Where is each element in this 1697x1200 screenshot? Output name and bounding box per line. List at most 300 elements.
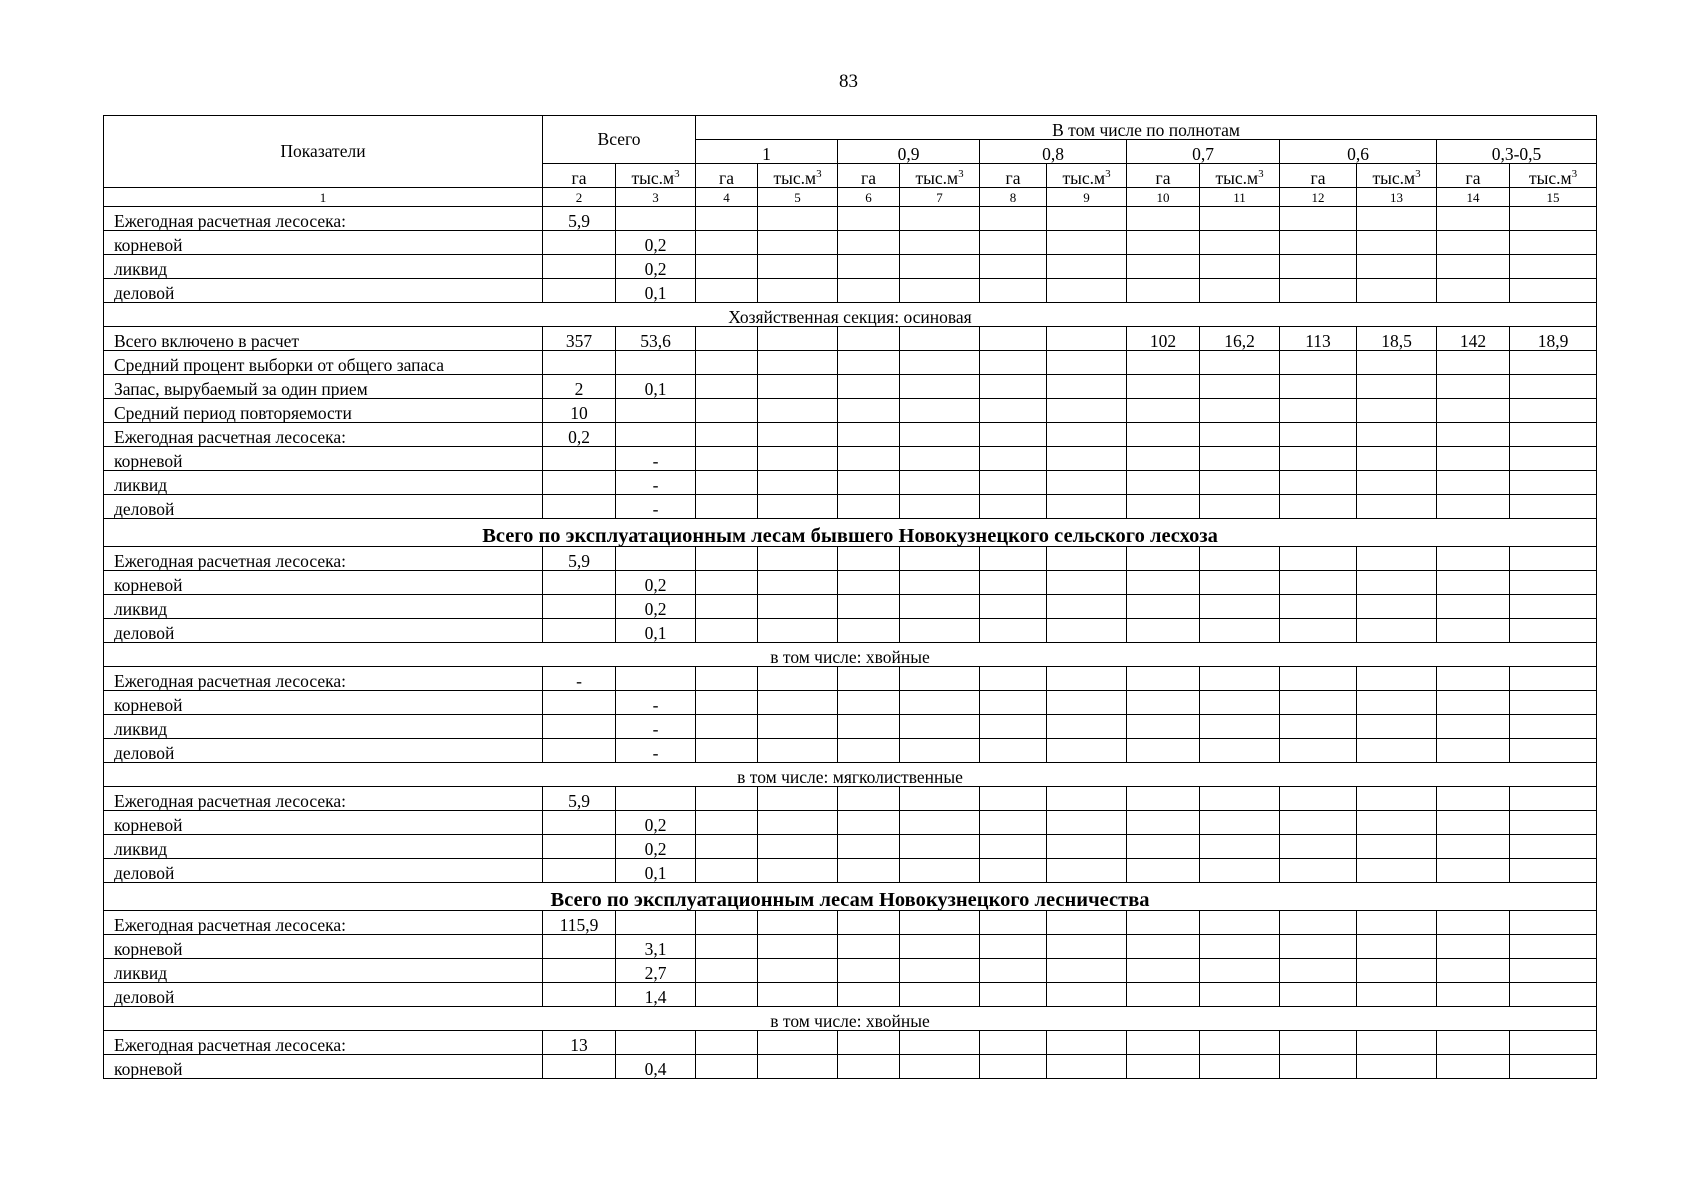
- table-cell: [1280, 447, 1357, 471]
- table-cell: [1510, 471, 1597, 495]
- table-cell: [1127, 715, 1200, 739]
- table-cell: [900, 547, 980, 571]
- table-cell: [696, 207, 758, 231]
- table-row: [104, 375, 1597, 399]
- table-cell: [1437, 279, 1510, 303]
- table-cell: [1127, 207, 1200, 231]
- table-cell: [1280, 351, 1357, 375]
- table-cell: [1357, 399, 1437, 423]
- table-cell: [616, 1031, 696, 1055]
- table-cell: [1127, 423, 1200, 447]
- table-cell: [980, 375, 1047, 399]
- table-cell: [1280, 619, 1357, 643]
- table-cell: [838, 811, 900, 835]
- section-total-row: [104, 883, 1597, 911]
- table-row: [104, 667, 1597, 691]
- table-cell: [696, 231, 758, 255]
- table-cell: [1200, 691, 1280, 715]
- table-row: [104, 207, 1597, 231]
- section-row: [104, 1007, 1597, 1031]
- table-cell: [1047, 715, 1127, 739]
- table-cell: [543, 715, 616, 739]
- table-cell: [696, 739, 758, 763]
- table-cell: [980, 327, 1047, 351]
- table-cell: [900, 859, 980, 883]
- table-cell: 5,9: [543, 787, 616, 811]
- unit-volume-exponent: 3: [674, 167, 680, 180]
- table-cell: [1437, 447, 1510, 471]
- table-cell: -: [616, 447, 696, 471]
- table-cell: [1510, 231, 1597, 255]
- table-cell: [1280, 739, 1357, 763]
- column-number: 5: [758, 188, 838, 207]
- table-cell: [1437, 423, 1510, 447]
- row-label: Ежегодная расчетная лесосека:: [104, 423, 543, 447]
- table-cell: 0,2: [616, 835, 696, 859]
- row-label: деловой: [104, 739, 543, 763]
- table-cell: [980, 667, 1047, 691]
- table-cell: [758, 739, 838, 763]
- table-cell: [1437, 231, 1510, 255]
- table-cell: [1047, 327, 1127, 351]
- table-row: [104, 1031, 1597, 1055]
- row-label: корневой: [104, 571, 543, 595]
- row-label: Ежегодная расчетная лесосека:: [104, 787, 543, 811]
- total-header: Всего: [543, 116, 696, 164]
- table-cell: 18,5: [1357, 327, 1437, 351]
- table-cell: [1437, 207, 1510, 231]
- table-cell: [1510, 935, 1597, 959]
- table-cell: [1510, 1031, 1597, 1055]
- table-cell: [900, 327, 980, 351]
- table-cell: [1510, 787, 1597, 811]
- table-cell: [1510, 983, 1597, 1007]
- table-cell: [696, 279, 758, 303]
- table-cell: [1357, 619, 1437, 643]
- table-cell: [838, 787, 900, 811]
- table-cell: [1127, 471, 1200, 495]
- table-cell: [1127, 835, 1200, 859]
- table-cell: [616, 787, 696, 811]
- unit-volume-text: тыс.м: [1372, 167, 1416, 188]
- row-label: корневой: [104, 691, 543, 715]
- table-row: [104, 935, 1597, 959]
- table-cell: 18,9: [1510, 327, 1597, 351]
- table-cell: 2: [543, 375, 616, 399]
- table-cell: [1280, 811, 1357, 835]
- table-cell: [696, 595, 758, 619]
- table-row: [104, 547, 1597, 571]
- table-cell: [900, 1031, 980, 1055]
- table-cell: [838, 571, 900, 595]
- table-cell: 3,1: [616, 935, 696, 959]
- density-header: 0,9: [838, 140, 980, 164]
- table-cell: [1510, 911, 1597, 935]
- table-cell: [1437, 667, 1510, 691]
- table-cell: [980, 811, 1047, 835]
- table-cell: [1357, 859, 1437, 883]
- section-row: [104, 763, 1597, 787]
- table-cell: [1200, 859, 1280, 883]
- table-cell: [758, 859, 838, 883]
- table-cell: [1047, 835, 1127, 859]
- table-cell: [1200, 255, 1280, 279]
- table-cell: [900, 595, 980, 619]
- table-cell: [1357, 447, 1437, 471]
- table-cell: [900, 935, 980, 959]
- density-header: 0,8: [980, 140, 1127, 164]
- table-cell: [696, 447, 758, 471]
- table-cell: 0,2: [616, 571, 696, 595]
- table-row: [104, 1055, 1597, 1079]
- table-cell: [1510, 207, 1597, 231]
- table-cell: [696, 691, 758, 715]
- table-cell: [838, 691, 900, 715]
- table-cell: [980, 619, 1047, 643]
- unit-volume-exponent: 3: [958, 167, 964, 180]
- column-number: 7: [900, 188, 980, 207]
- table-cell: [1200, 959, 1280, 983]
- table-cell: [1200, 279, 1280, 303]
- table-cell: [900, 447, 980, 471]
- table-cell: [696, 327, 758, 351]
- table-cell: [758, 447, 838, 471]
- table-cell: [1280, 691, 1357, 715]
- table-cell: [1510, 279, 1597, 303]
- table-cell: [980, 739, 1047, 763]
- section-title: в том числе: хвойные: [104, 643, 1597, 667]
- table-cell: [1437, 547, 1510, 571]
- table-cell: -: [616, 495, 696, 519]
- table-cell: [980, 399, 1047, 423]
- table-cell: [1357, 935, 1437, 959]
- table-cell: [900, 691, 980, 715]
- table-cell: [980, 691, 1047, 715]
- table-row: [104, 787, 1597, 811]
- table-cell: [758, 835, 838, 859]
- table-cell: [758, 787, 838, 811]
- table-cell: [1200, 619, 1280, 643]
- table-row: [104, 327, 1597, 351]
- table-cell: [696, 375, 758, 399]
- table-cell: [1047, 667, 1127, 691]
- table-cell: [1047, 739, 1127, 763]
- table-cell: [696, 811, 758, 835]
- table-cell: [1200, 667, 1280, 691]
- table-cell: [980, 715, 1047, 739]
- column-number: 13: [1357, 188, 1437, 207]
- table-cell: [1280, 835, 1357, 859]
- table-cell: [900, 351, 980, 375]
- table-cell: [838, 207, 900, 231]
- table-cell: [696, 423, 758, 447]
- unit-volume-exponent: 3: [1571, 167, 1578, 180]
- table-cell: [900, 739, 980, 763]
- table-cell: [543, 811, 616, 835]
- table-cell: [838, 835, 900, 859]
- table-cell: [1200, 423, 1280, 447]
- unit-volume-text: тыс.м: [1062, 167, 1106, 188]
- table-cell: [1047, 231, 1127, 255]
- column-number: 8: [980, 188, 1047, 207]
- table-cell: [838, 447, 900, 471]
- table-cell: [1127, 279, 1200, 303]
- table-cell: [616, 547, 696, 571]
- table-cell: [758, 811, 838, 835]
- table-cell: [616, 399, 696, 423]
- table-cell: [1127, 739, 1200, 763]
- unit-volume-text: тыс.м: [915, 167, 959, 188]
- table-cell: [696, 715, 758, 739]
- table-cell: [1280, 715, 1357, 739]
- table-cell: [543, 595, 616, 619]
- table-row: [104, 571, 1597, 595]
- unit-volume-header: [1047, 164, 1127, 188]
- table-cell: [980, 959, 1047, 983]
- table-cell: [696, 787, 758, 811]
- column-number: 9: [1047, 188, 1127, 207]
- row-label: Ежегодная расчетная лесосека:: [104, 547, 543, 571]
- table-cell: [838, 495, 900, 519]
- table-cell: [1357, 715, 1437, 739]
- density-header: 0,3-0,5: [1437, 140, 1597, 164]
- table-cell: [696, 935, 758, 959]
- table-row: [104, 231, 1597, 255]
- table-cell: [1437, 859, 1510, 883]
- table-cell: [1357, 471, 1437, 495]
- allowable-cut-table: [103, 115, 1597, 1079]
- table-cell: [1280, 207, 1357, 231]
- table-cell: [1200, 1055, 1280, 1079]
- table-cell: [1280, 231, 1357, 255]
- table-cell: [900, 571, 980, 595]
- table-cell: [1437, 619, 1510, 643]
- table-cell: 0,2: [616, 811, 696, 835]
- table-cell: [1047, 495, 1127, 519]
- table-cell: [980, 571, 1047, 595]
- section-title: в том числе: хвойные: [104, 1007, 1597, 1031]
- table-row: [104, 399, 1597, 423]
- table-cell: 0,1: [616, 619, 696, 643]
- table-cell: [838, 983, 900, 1007]
- unit-volume-header: [900, 164, 980, 188]
- table-cell: [1510, 547, 1597, 571]
- table-cell: [980, 231, 1047, 255]
- table-cell: [1510, 351, 1597, 375]
- table-cell: [1437, 787, 1510, 811]
- table-cell: [1357, 231, 1437, 255]
- table-cell: [758, 423, 838, 447]
- table-cell: [1280, 471, 1357, 495]
- unit-volume-exponent: 3: [816, 167, 822, 180]
- table-cell: [900, 811, 980, 835]
- table-cell: [543, 859, 616, 883]
- table-cell: [1127, 619, 1200, 643]
- column-number: 14: [1437, 188, 1510, 207]
- table-cell: [1437, 811, 1510, 835]
- table-cell: [838, 471, 900, 495]
- table-cell: [1047, 279, 1127, 303]
- unit-ha-header: га: [543, 164, 616, 188]
- table-cell: [758, 691, 838, 715]
- indicators-header: Показатели: [104, 116, 543, 188]
- table-cell: [1127, 935, 1200, 959]
- table-cell: [900, 495, 980, 519]
- table-cell: [1200, 595, 1280, 619]
- table-cell: [1200, 911, 1280, 935]
- table-cell: [1127, 595, 1200, 619]
- table-cell: [838, 375, 900, 399]
- table-cell: [1357, 571, 1437, 595]
- table-cell: [1280, 399, 1357, 423]
- table-cell: [980, 423, 1047, 447]
- table-cell: [1127, 231, 1200, 255]
- table-cell: [980, 983, 1047, 1007]
- table-cell: [1200, 399, 1280, 423]
- table-cell: [1127, 495, 1200, 519]
- table-cell: [696, 1031, 758, 1055]
- column-number-row: [104, 188, 1597, 207]
- row-label: деловой: [104, 983, 543, 1007]
- table-cell: [616, 423, 696, 447]
- section-title: в том числе: мягколиственные: [104, 763, 1597, 787]
- table-cell: [1200, 351, 1280, 375]
- table-cell: [696, 619, 758, 643]
- table-cell: [1127, 547, 1200, 571]
- table-cell: [543, 1055, 616, 1079]
- table-cell: -: [616, 715, 696, 739]
- table-cell: -: [543, 667, 616, 691]
- table-cell: [838, 1031, 900, 1055]
- row-label: ликвид: [104, 715, 543, 739]
- table-cell: 5,9: [543, 207, 616, 231]
- table-cell: 102: [1127, 327, 1200, 351]
- table-cell: [1280, 279, 1357, 303]
- row-label: Ежегодная расчетная лесосека:: [104, 1031, 543, 1055]
- table-cell: [1357, 495, 1437, 519]
- table-cell: [838, 423, 900, 447]
- table-cell: [1047, 787, 1127, 811]
- table-cell: [543, 279, 616, 303]
- table-cell: [1437, 375, 1510, 399]
- table-cell: [1047, 811, 1127, 835]
- table-cell: [1047, 619, 1127, 643]
- unit-volume-header: [1200, 164, 1280, 188]
- table-cell: [1047, 547, 1127, 571]
- table-cell: [1280, 859, 1357, 883]
- table-cell: [1510, 495, 1597, 519]
- table-cell: [1047, 255, 1127, 279]
- table-cell: [1200, 715, 1280, 739]
- table-cell: [900, 279, 980, 303]
- unit-volume-header: [1357, 164, 1437, 188]
- table-cell: [900, 911, 980, 935]
- row-label: ликвид: [104, 595, 543, 619]
- table-cell: 0,1: [616, 279, 696, 303]
- table-cell: [1127, 1031, 1200, 1055]
- column-number: 2: [543, 188, 616, 207]
- table-cell: [696, 959, 758, 983]
- table-cell: [758, 279, 838, 303]
- table-cell: [1200, 811, 1280, 835]
- row-label: корневой: [104, 1055, 543, 1079]
- table-cell: [1127, 911, 1200, 935]
- unit-volume-text: тыс.м: [631, 167, 675, 188]
- table-cell: [980, 207, 1047, 231]
- table-cell: [696, 399, 758, 423]
- table-cell: [1510, 835, 1597, 859]
- table-cell: [1510, 715, 1597, 739]
- table-row: [104, 595, 1597, 619]
- table-cell: [1437, 595, 1510, 619]
- table-cell: [980, 447, 1047, 471]
- table-cell: [758, 471, 838, 495]
- table-cell: [1200, 471, 1280, 495]
- table-cell: [543, 447, 616, 471]
- table-row: [104, 911, 1597, 935]
- table-cell: [1127, 983, 1200, 1007]
- table-cell: [1437, 911, 1510, 935]
- unit-volume-exponent: 3: [1415, 167, 1421, 180]
- table-cell: [758, 231, 838, 255]
- table-cell: [1510, 959, 1597, 983]
- column-number: 12: [1280, 188, 1357, 207]
- row-label: корневой: [104, 935, 543, 959]
- table-row: [104, 739, 1597, 763]
- table-row: [104, 471, 1597, 495]
- section-row: [104, 643, 1597, 667]
- table-cell: [1047, 207, 1127, 231]
- table-row: [104, 959, 1597, 983]
- table-cell: 16,2: [1200, 327, 1280, 351]
- table-cell: [758, 959, 838, 983]
- table-row: [104, 495, 1597, 519]
- table-cell: [1127, 691, 1200, 715]
- section-title: Хозяйственная секция: осиновая: [104, 303, 1597, 327]
- table-cell: [696, 983, 758, 1007]
- table-cell: [1357, 351, 1437, 375]
- table-cell: [1200, 547, 1280, 571]
- table-cell: [1200, 787, 1280, 811]
- table-cell: [900, 423, 980, 447]
- table-cell: [543, 619, 616, 643]
- table-header: [104, 116, 1597, 207]
- table-cell: [1510, 859, 1597, 883]
- table-cell: 113: [1280, 327, 1357, 351]
- table-cell: [1047, 1055, 1127, 1079]
- table-cell: [1127, 375, 1200, 399]
- table-cell: [758, 1055, 838, 1079]
- table-cell: [1437, 399, 1510, 423]
- table-cell: 0,1: [616, 859, 696, 883]
- table-cell: [900, 835, 980, 859]
- table-cell: [980, 279, 1047, 303]
- table-cell: [1047, 375, 1127, 399]
- table-cell: [900, 471, 980, 495]
- table-row: [104, 811, 1597, 835]
- table-cell: [1047, 935, 1127, 959]
- table-cell: [543, 495, 616, 519]
- table-cell: [758, 667, 838, 691]
- table-row: [104, 691, 1597, 715]
- table-cell: [758, 1031, 838, 1055]
- table-cell: [543, 983, 616, 1007]
- table-cell: [1357, 279, 1437, 303]
- row-label: Ежегодная расчетная лесосека:: [104, 207, 543, 231]
- row-label: Ежегодная расчетная лесосека:: [104, 667, 543, 691]
- table-cell: [758, 495, 838, 519]
- table-cell: [900, 399, 980, 423]
